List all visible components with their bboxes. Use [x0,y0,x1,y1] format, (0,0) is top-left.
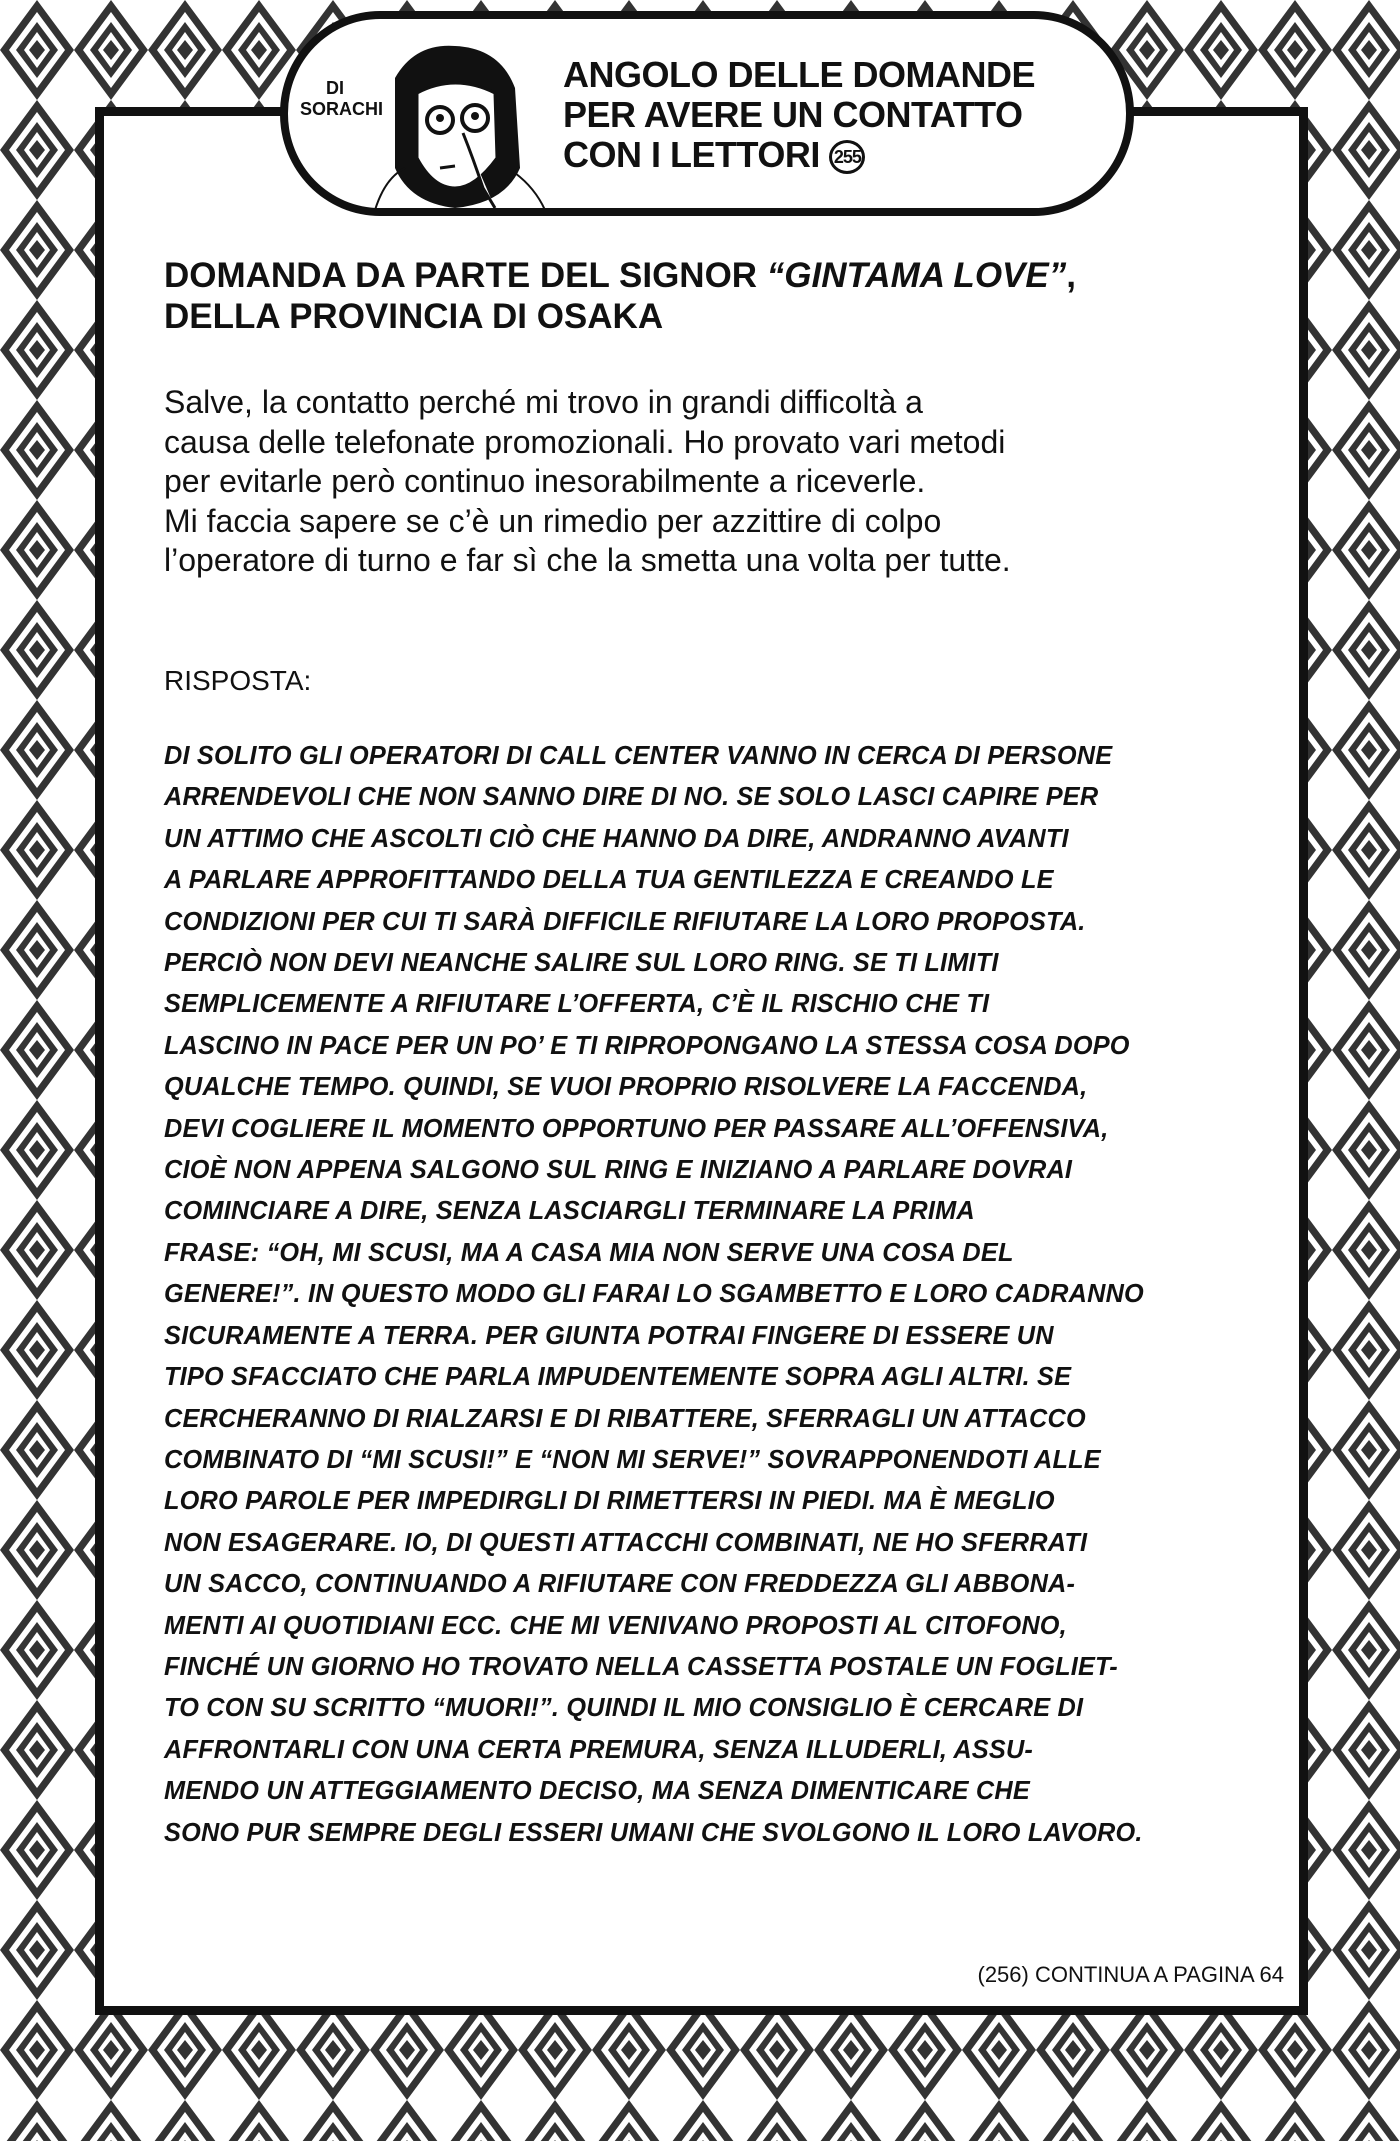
answer-line: MENTI AI QUOTIDIANI ECC. CHE MI VENIVANO PROPOSTI AL CITOFONO, [164,1609,1067,1640]
answer-line: DEVI COGLIERE IL MOMENTO OPPORTUNO PER PASSARE ALL’OFFENSIVA, [164,1112,1109,1143]
answer-line: FINCHÉ UN GIORNO HO TROVATO NELLA CASSETTA POSTALE UN FOGLIET- [164,1650,1118,1681]
title-line-1: ANGOLO DELLE DOMANDE [563,54,1035,95]
answer-line: UN ATTIMO CHE ASCOLTI CIÒ CHE HANNO DA DIRE, ANDRANNO AVANTI [164,822,1069,853]
answer-line: QUALCHE TEMPO. QUINDI, SE VUOI PROPRIO RISOLVERE LA FACCENDA, [164,1071,1088,1102]
heading-prefix: DOMANDA DA PARTE DEL SIGNOR [164,256,767,295]
answer-line: DI SOLITO GLI OPERATORI DI CALL CENTER VANNO IN CERCA DI PERSONE [164,740,1113,770]
title-line-3 [563,135,1035,175]
author-caricature-icon [355,38,555,210]
question-line: causa delle telefonate promozionali. Ho provato vari metodi [164,423,1006,460]
answer-line: ARRENDEVOLI CHE NON SANNO DIRE DI NO. SE SOLO LASCI CAPIRE PER [164,781,1099,812]
question-text [164,383,1011,581]
answer-line: COMINCIARE A DIRE, SENZA LASCIARGLI TERMINARE LA PRIMA [164,1195,975,1226]
question-heading [164,255,1076,337]
answer-line: NON ESAGERARE. IO, DI QUESTI ATTACCHI COMBINATI, NE HO SFERRATI [164,1526,1088,1557]
title-line-3-text: CON I LETTORI [563,134,820,175]
question-line: Salve, la contatto perché mi trovo in grandi difficoltà a [164,384,923,420]
continue-note: (256) CONTINUA A PAGINA 64 [977,1962,1284,1987]
answer-line: AFFRONTARLI CON UNA CERTA PREMURA, SENZA ILLUDERLI, ASSU- [164,1733,1034,1764]
answer-line: COMBINATO DI “MI SCUSI!” E “NON MI SERVE!” SOVRAPPONENDOTI ALLE [164,1443,1101,1474]
answer-line: CERCHERANNO DI RIALZARSI E DI RIBATTERE, SFERRAGLI UN ATTACCO [164,1402,1086,1433]
answer-line: TIPO SFACCIATO CHE PARLA IMPUDENTEMENTE SOPRA AGLI ALTRI. SE [164,1361,1072,1392]
question-line: per evitarle però continuo inesorabilmente a riceverle. [164,463,926,499]
answer-line: FRASE: “OH, MI SCUSI, MA A CASA MIA NON SERVE UNA COSA DEL [164,1236,1014,1267]
answer-line: SEMPLICEMENTE A RIFIUTARE L’OFFERTA, C’È IL RISCHIO CHE TI [164,988,990,1019]
answer-text [164,735,1284,1853]
heading-line-2: DELLA PROVINCIA DI OSAKA [164,297,664,336]
answer-line: UN SACCO, CONTINUANDO A RIFIUTARE CON FREDDEZZA GLI ABBONA- [164,1568,1076,1599]
page-title [563,55,1035,175]
title-line-2: PER AVERE UN CONTATTO [563,94,1023,135]
answer-line: PERCIÒ NON DEVI NEANCHE SALIRE SUL LORO RING. SE TI LIMITI [164,947,999,978]
answer-line: CONDIZIONI PER CUI TI SARÀ DIFFICILE RIFIUTARE LA LORO PROPOSTA. [164,905,1086,936]
answer-line: A PARLARE APPROFITTANDO DELLA TUA GENTILEZZA E CREANDO LE [164,864,1054,895]
reader-name: “GINTAMA LOVE” [766,256,1067,295]
question-line: Mi faccia sapere se c’è un rimedio per azzittire di colpo [164,502,942,539]
answer-line: SONO PUR SEMPRE DEGLI ESSERI UMANI CHE SVOLGONO IL LORO LAVORO. [164,1816,1143,1847]
issue-number-badge: 255 [829,140,865,174]
answer-line: MENDO UN ATTEGGIAMENTO DECISO, MA SENZA DIMENTICARE CHE [164,1775,1030,1806]
byline-sorachi: SORACHI [300,99,384,119]
answer-line: GENERE!”. IN QUESTO MODO GLI FARAI LO SGAMBETTO E LORO CADRANNO [164,1278,1144,1309]
question-line: l’operatore di turno e far sì che la smetta una volta per tutte. [164,542,1011,578]
answer-line: LASCINO IN PACE PER UN PO’ E TI RIPROPONGANO LA STESSA COSA DOPO [164,1029,1130,1060]
answer-line: SICURAMENTE A TERRA. PER GIUNTA POTRAI FINGERE DI ESSERE UN [164,1319,1054,1350]
heading-suffix: , [1066,256,1076,295]
answer-line: LORO PAROLE PER IMPEDIRGLI DI RIMETTERSI IN PIEDI. MA È MEGLIO [164,1485,1055,1516]
answer-line: CIOÈ NON APPENA SALGONO SUL RING E INIZIANO A PARLARE DOVRAI [164,1154,1073,1185]
byline-di: DI [326,78,344,98]
answer-label: RISPOSTA: [164,665,312,696]
answer-line: TO CON SU SCRITTO “MUORI!”. QUINDI IL MIO CONSIGLIO È CERCARE DI [164,1692,1084,1723]
